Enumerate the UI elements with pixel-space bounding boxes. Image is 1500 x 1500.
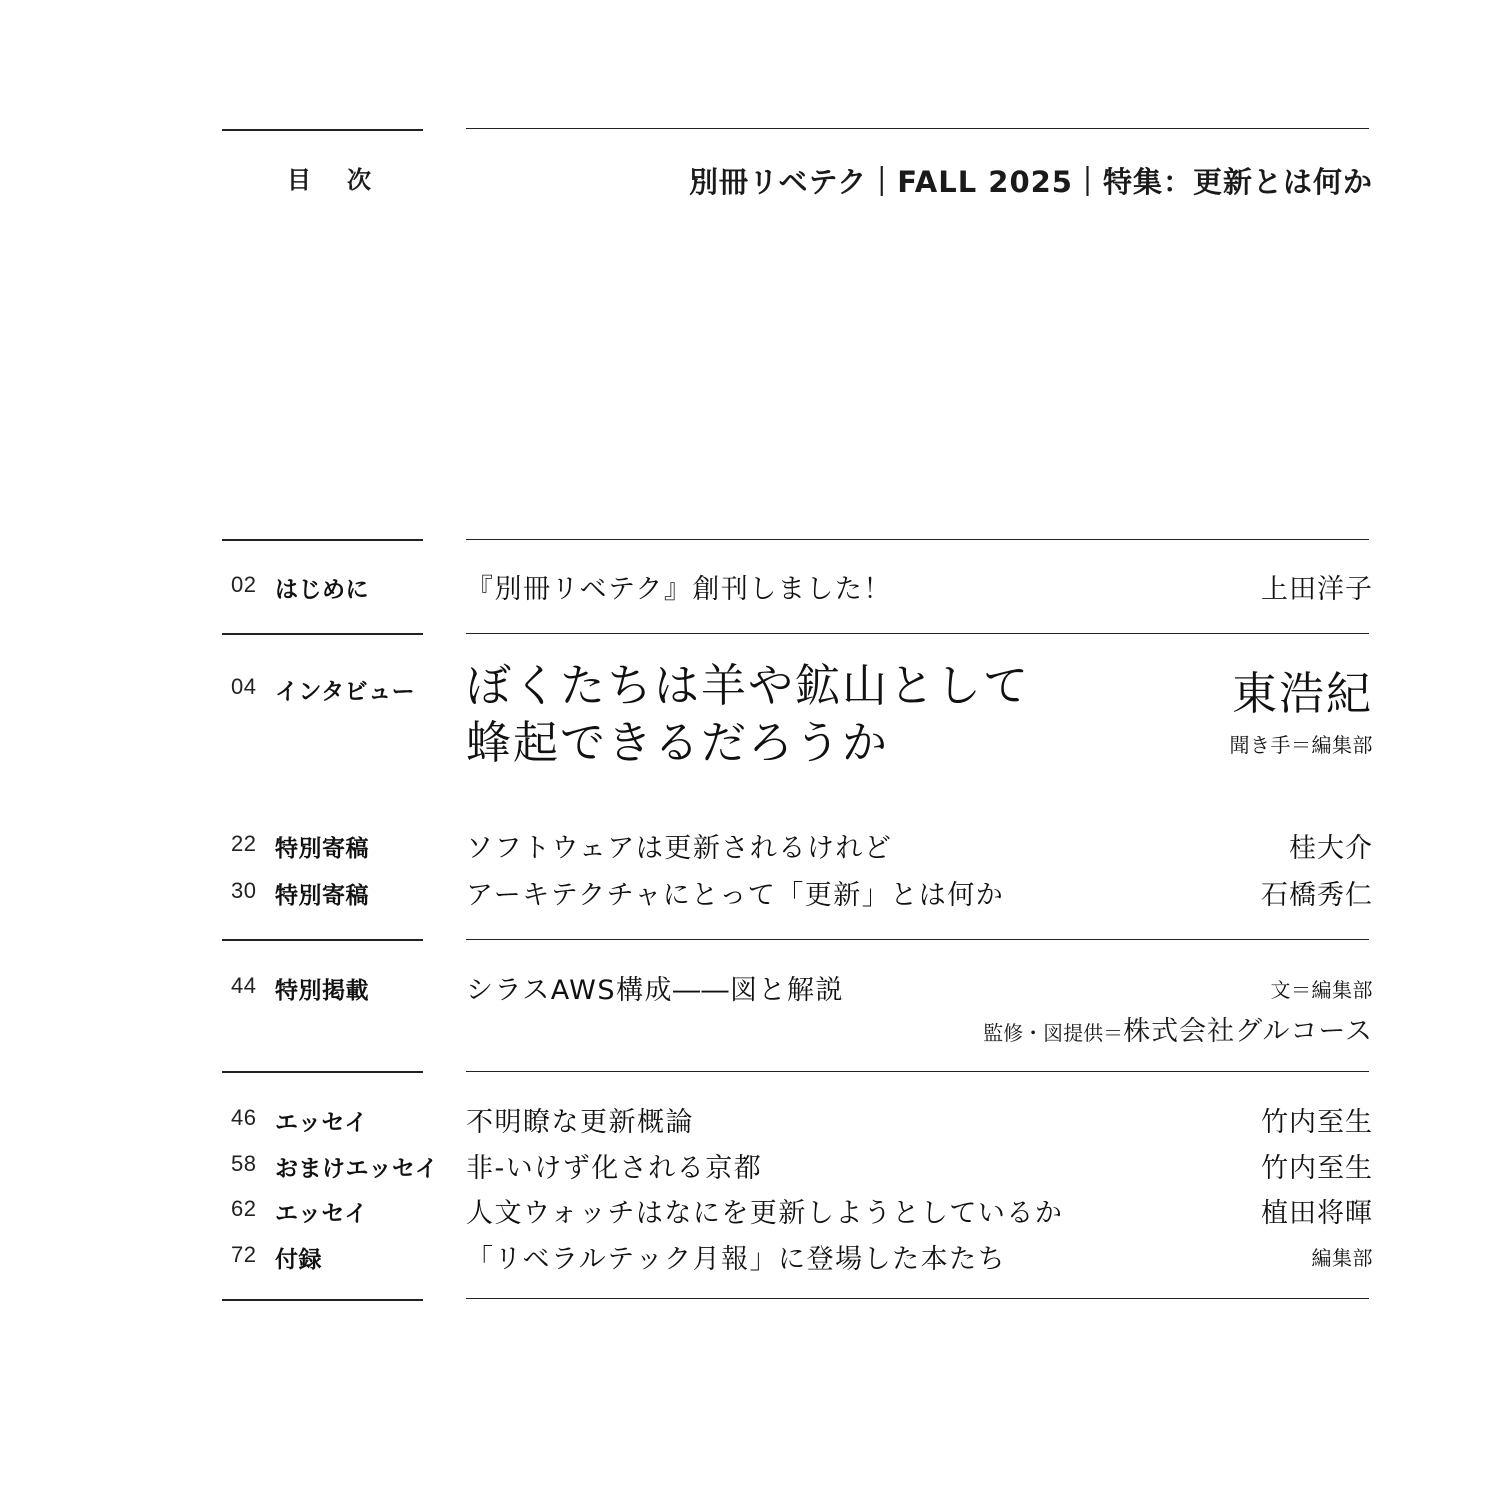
entry-title: ソフトウェアは更新されるけれど — [466, 833, 893, 864]
entry-page-number: 62 — [231, 1196, 257, 1221]
entry-title: アーキテクチャにとって「更新」とは何か — [466, 880, 1005, 911]
entry-title: 不明瞭な更新概論 — [466, 1107, 694, 1138]
entry-page-number: 04 — [231, 674, 257, 699]
entry-author: 竹内至生 — [1261, 1153, 1373, 1184]
toc-label: 目 次 — [287, 166, 377, 194]
credit-company: 株式会社グルコース — [1123, 1016, 1373, 1047]
entry-author: 石橋秀仁 — [1261, 880, 1373, 911]
entry-category: はじめに — [275, 577, 369, 603]
entry-category: 特別掲載 — [275, 978, 369, 1004]
entry-title: 「リベラルテック月報」に登場した本たち — [466, 1244, 1007, 1275]
entry-page-number: 44 — [231, 973, 257, 998]
entry-page-number: 72 — [231, 1242, 257, 1267]
entry-category: インタビュー — [275, 679, 416, 705]
entry-category: 付録 — [275, 1247, 322, 1273]
entry-author: 植田将暉 — [1261, 1198, 1373, 1229]
entry-author: 編集部 — [1311, 1246, 1373, 1270]
entry-page-number: 22 — [231, 831, 257, 856]
entry-title-line1: ぼくたちは羊や鉱山として — [466, 659, 1031, 712]
entry-author: 上田洋子 — [1261, 574, 1373, 605]
entry-category: おまけエッセイ — [275, 1156, 439, 1182]
entry-interviewer-note: 聞き手＝編集部 — [1229, 733, 1373, 757]
section-rule-left — [222, 633, 423, 635]
footer-rule-right — [466, 1298, 1369, 1299]
entry-page-number: 46 — [231, 1105, 257, 1130]
section-rule-left — [222, 1071, 423, 1073]
section-rule-right — [466, 633, 1369, 634]
entry-author: 竹内至生 — [1261, 1107, 1373, 1138]
header-rule-right — [466, 128, 1369, 129]
entry-title: 人文ウォッチはなにを更新しようとしているか — [466, 1198, 1064, 1229]
entry-page-number: 30 — [231, 878, 257, 903]
section-rule-right — [466, 939, 1369, 940]
header-rule-left — [222, 129, 423, 131]
footer-rule-left — [222, 1299, 423, 1301]
section-rule-left — [222, 939, 423, 941]
entry-text-credit: 文＝編集部 — [1270, 978, 1373, 1002]
entry-category: 特別寄稿 — [275, 883, 369, 909]
entry-title: 非-いけず化される京都 — [466, 1153, 763, 1184]
section-rule-right — [466, 539, 1369, 540]
section-rule-right — [466, 1071, 1369, 1072]
section-rule-left — [222, 539, 423, 541]
entry-page-number: 02 — [231, 572, 257, 597]
entry-category: エッセイ — [275, 1110, 368, 1136]
entry-page-number: 58 — [231, 1151, 257, 1176]
entry-category: エッセイ — [275, 1201, 368, 1227]
entry-supervision-credit — [983, 1009, 1373, 1048]
entry-author: 桂大介 — [1289, 833, 1373, 864]
entry-title-line2: 蜂起できるだろうか — [466, 716, 890, 769]
entry-author: 東浩紀 — [1231, 667, 1373, 720]
masthead: 別冊リベテク｜FALL 2025｜特集：更新とは何か — [689, 165, 1373, 199]
entry-category: 特別寄稿 — [275, 836, 369, 862]
entry-title: シラスAWS構成――図と解説 — [466, 975, 845, 1006]
entry-title: 『別冊リベテク』創刊しました！ — [466, 574, 892, 605]
credit-prefix: 監修・図提供＝ — [983, 1021, 1124, 1045]
